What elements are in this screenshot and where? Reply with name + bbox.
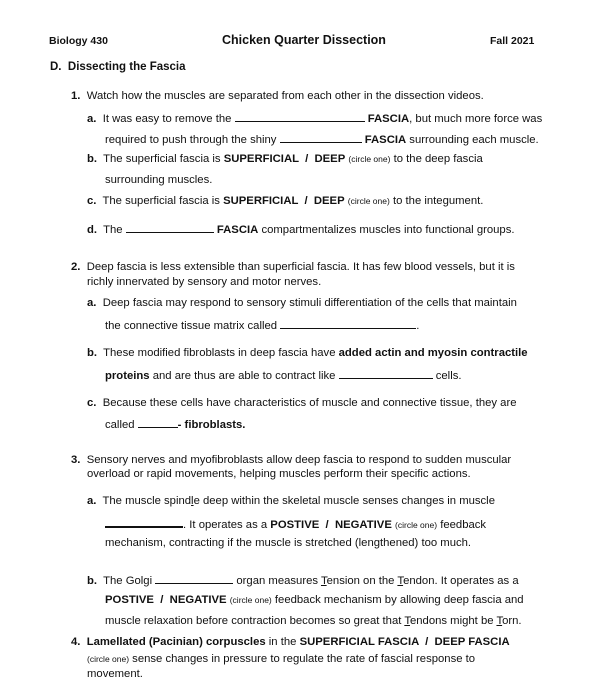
question-4-line3: movement.	[87, 668, 143, 680]
q1-number: 1.	[71, 90, 81, 102]
q1d-text-2: compartmentalizes muscles into functional groups.	[258, 224, 515, 236]
q1b-line2: surrounding muscles.	[105, 174, 213, 186]
q3-text-2: overload or rapid movements, helping muscles perform their specific actions.	[87, 468, 471, 480]
q1b-circle-hint: (circle one)	[348, 154, 391, 164]
q2-number: 2.	[71, 261, 81, 273]
q3b-circle-hint: (circle one)	[229, 595, 272, 605]
q1b-text-1: The superficial fascia is	[103, 153, 224, 165]
q3a-blank[interactable]	[105, 516, 183, 528]
q2b-line2	[105, 368, 462, 382]
q1a-line2	[105, 132, 539, 146]
q4-bold: Lamellated (Pacinian) corpuscles	[86, 636, 266, 648]
q3b-line2	[105, 594, 524, 606]
q2b-text-2: and are thus are able to contract like	[149, 370, 339, 382]
q1c-text-2: to the integument.	[389, 195, 484, 207]
q2c-blank[interactable]	[138, 417, 178, 428]
q2c-line2	[105, 417, 245, 431]
q3b-underlined-t-3: T	[404, 615, 410, 627]
q2a-label: a.	[87, 297, 97, 309]
q1d-blank[interactable]	[126, 222, 214, 233]
q3b-text-3: ension on the	[326, 575, 398, 587]
q3b-blank[interactable]	[155, 573, 233, 584]
q4-text-1: in the	[265, 636, 300, 648]
question-4-line2	[87, 653, 475, 665]
q2c-label: c.	[87, 397, 97, 409]
q3b-text-4: endon. It operates as a	[403, 575, 519, 587]
q2b-blank[interactable]	[339, 368, 433, 379]
q2-text-1: Deep fascia is less extensible than superficial fascia. It has few blood vessels, but it is	[86, 261, 515, 273]
q1a-text-2: , but much more force was	[409, 113, 543, 125]
q3b-text-6: muscle relaxation before contraction becomes so great that	[105, 615, 405, 627]
q1c-line	[87, 195, 483, 207]
q4-circle-hint: (circle one)	[87, 654, 130, 664]
q3b-text-1: The Golgi	[103, 575, 156, 587]
q3b-line1	[87, 573, 519, 587]
q3a-line3: mechanism, contracting if the muscle is stretched (lengthened) too much.	[105, 537, 472, 549]
q1a-fascia-2: FASCIA	[364, 134, 407, 146]
q3b-label: b.	[87, 575, 98, 587]
q3a-text-1b: e deep within the skeletal muscle senses changes in muscle	[193, 495, 495, 507]
q1b-text-2: to the deep fascia	[390, 153, 483, 165]
q1a-fascia-1: FASCIA	[367, 113, 410, 125]
q3b-underlined-t-1: T	[320, 575, 327, 587]
q2c-text-1: Because these cells have characteristics of muscle and connective tissue, they are	[102, 397, 517, 409]
q1b-label: b.	[87, 153, 98, 165]
q4-number: 4.	[71, 636, 81, 648]
q3b-text-7: endons might be	[409, 615, 497, 627]
q2c-text-2: called	[105, 419, 138, 431]
q4-text-2: sense changes in pressure to regulate the rate of fascial response to	[129, 653, 476, 665]
q3b-underlined-t-2: T	[397, 575, 404, 587]
q3b-text-2: organ measures	[236, 575, 321, 587]
q1d-label: d.	[87, 224, 98, 236]
q3a-choice[interactable]: POSTIVE / NEGATIVE	[270, 519, 392, 531]
term-label: Fall 2021	[490, 35, 535, 47]
question-2-line1	[71, 261, 515, 273]
q2a-line1	[87, 297, 517, 309]
q2b-bold-1: added actin and myosin contractile	[338, 347, 528, 359]
q3a-underlined-l: l	[191, 495, 194, 507]
course-name: Biology 430	[49, 35, 108, 47]
q1a-blank-1[interactable]	[235, 111, 365, 122]
q3a-label: a.	[87, 495, 97, 507]
q1a-label: a.	[87, 113, 97, 125]
q2b-text-1: These modified fibroblasts in deep fascia have	[103, 347, 339, 359]
q3b-underlined-t-4: T	[496, 615, 503, 627]
q3b-choice[interactable]: POSTIVE / NEGATIVE	[105, 594, 227, 606]
section-label: D.	[50, 61, 62, 73]
question-3-line1	[71, 454, 511, 466]
q2a-text-2: the connective tissue matrix called	[105, 320, 281, 332]
q3b-text-8: orn.	[502, 615, 522, 627]
q3a-line1	[87, 495, 495, 507]
q3a-text-2: . It operates as a	[183, 519, 271, 531]
q3a-circle-hint: (circle one)	[395, 520, 438, 530]
q3a-text-1: The muscle spind	[102, 495, 192, 507]
q2b-label: b.	[87, 347, 98, 359]
q1c-text-1: The superficial fascia is	[102, 195, 224, 207]
q3-number: 3.	[71, 454, 81, 466]
q1b-line1	[87, 153, 483, 165]
q2b-line1	[87, 347, 528, 359]
q1c-label: c.	[87, 195, 97, 207]
q1-text: Watch how the muscles are separated from each other in the dissection videos.	[86, 90, 484, 102]
q2a-blank[interactable]	[280, 318, 416, 329]
q3-text-1: Sensory nerves and myofibroblasts allow deep fascia to respond to sudden muscular	[86, 454, 512, 466]
q1c-choice[interactable]: SUPERFICIAL / DEEP	[223, 195, 345, 207]
q4-choice[interactable]: SUPERFICIAL FASCIA / DEEP FASCIA	[299, 636, 510, 648]
q1a-line1	[87, 111, 542, 125]
section-heading	[50, 61, 186, 73]
question-1	[71, 90, 484, 102]
page-title: Chicken Quarter Dissection	[222, 33, 386, 47]
q1c-circle-hint: (circle one)	[347, 196, 390, 206]
q2b-bold-2: proteins	[105, 370, 150, 382]
q2a-line2	[105, 318, 419, 332]
q1d-fascia: FASCIA	[216, 224, 259, 236]
question-4-line1	[71, 636, 510, 648]
q2a-text-1: Deep fascia may respond to sensory stimuli differentiation of the cells that maintain	[102, 297, 517, 309]
q3a-line2	[105, 516, 486, 531]
q2c-bold: - fibroblasts.	[177, 419, 246, 431]
q1b-choice[interactable]: SUPERFICIAL / DEEP	[223, 153, 346, 165]
q1a-text-1: It was easy to remove the	[102, 113, 235, 125]
q2c-line1	[87, 397, 517, 409]
q2-text-2: richly innervated by sensory and motor nerves.	[87, 276, 322, 288]
q1a-text-3: required to push through the shiny	[105, 134, 280, 146]
q1a-text-4: surrounding each muscle.	[406, 134, 539, 146]
q1d-text-1: The	[103, 224, 126, 236]
section-title: Dissecting the Fascia	[67, 61, 186, 73]
q3b-text-5: feedback mechanism by allowing deep fascia and	[271, 594, 524, 606]
q2b-text-3: cells.	[432, 370, 462, 382]
q1d-line	[87, 222, 515, 236]
q3a-text-3: feedback	[437, 519, 487, 531]
q2a-text-3: .	[416, 320, 420, 332]
q1a-blank-2[interactable]	[280, 132, 362, 143]
q3b-line3	[105, 615, 522, 627]
